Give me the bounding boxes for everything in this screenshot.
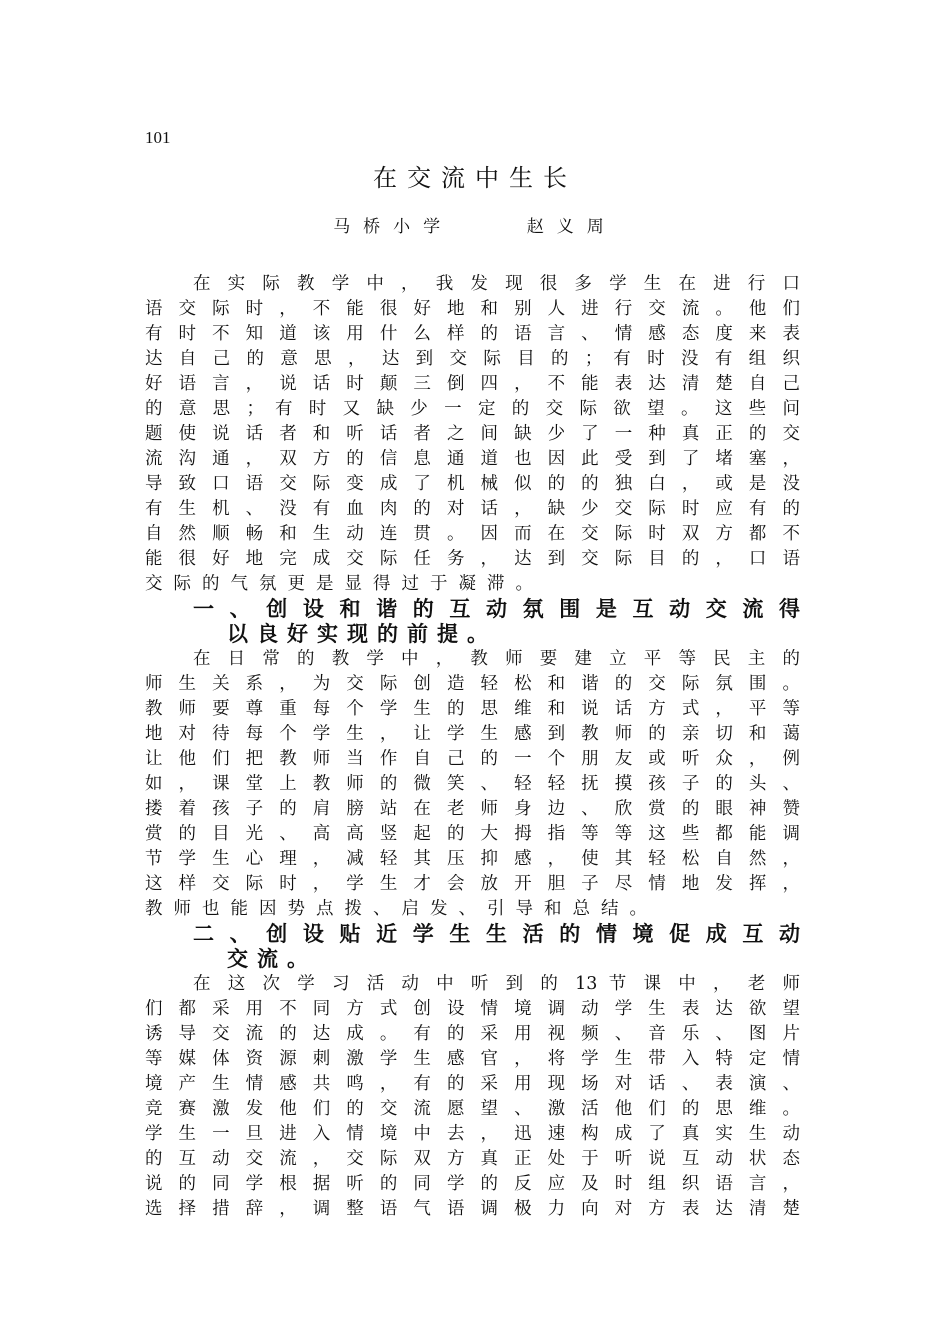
body-line: 自 然 顺 畅 和 生 动 连 贯 。 因 而 在 交 际 时 双 方 都 不 [145, 524, 800, 544]
body-line: 好 语 言 ， 说 话 时 颠 三 倒 四 ， 不 能 表 达 清 楚 自 己 [145, 374, 800, 394]
body-line: 师 生 关 系 ， 为 交 际 创 造 轻 松 和 谐 的 交 际 氛 围 。 [145, 674, 800, 694]
body-line: 搂 着 孩 子 的 肩 膀 站 在 老 师 身 边 、 欣 赏 的 眼 神 赞 [145, 799, 800, 819]
paragraph-last-line: 交际的气氛更是显得过于凝滞。 [145, 574, 544, 594]
body-line: 等 媒 体 资 源 刺 激 学 生 感 官 ， 将 学 生 带 入 特 定 情 [145, 1049, 800, 1069]
body-line: 学 生 一 旦 进 入 情 境 中 去 ， 迅 速 构 成 了 真 实 生 动 [145, 1124, 800, 1144]
body-line: 竞 赛 激 发 他 们 的 交 流 愿 望 、 激 活 他 们 的 思 维 。 [145, 1099, 800, 1119]
section-heading-continued: 交流。 [227, 947, 317, 971]
body-line: 如 ， 课 堂 上 教 师 的 微 笑 、 轻 轻 抚 摸 孩 子 的 头 、 [145, 774, 800, 794]
paragraph-first-line: 在 实 际 教 学 中 ， 我 发 现 很 多 学 生 在 进 行 口 [193, 274, 800, 294]
body-line: 能 很 好 地 完 成 交 际 任 务 ， 达 到 交 际 目 的 ， 口 语 [145, 549, 800, 569]
author-byline: 马桥小学 赵义周 [333, 217, 617, 237]
article-title: 在交流中生长 [373, 164, 577, 192]
body-line: 赏 的 目 光 、 高 高 竖 起 的 大 拇 指 等 等 这 些 都 能 调 [145, 824, 800, 844]
body-line: 有 生 机 、 没 有 血 肉 的 对 话 ， 缺 少 交 际 时 应 有 的 [145, 499, 800, 519]
body-line: 境 产 生 情 感 共 鸣 ， 有 的 采 用 现 场 对 话 、 表 演 、 [145, 1074, 800, 1094]
page-number: 101 [145, 128, 171, 147]
body-line: 有 时 不 知 道 该 用 什 么 样 的 语 言 、 情 感 态 度 来 表 [145, 324, 800, 344]
body-line: 诱 导 交 流 的 达 成 。 有 的 采 用 视 频 、 音 乐 、 图 片 [145, 1024, 800, 1044]
body-line: 导 致 口 语 交 际 变 成 了 机 械 似 的 的 独 白 ， 或 是 没 [145, 474, 800, 494]
body-line: 教 师 要 尊 重 每 个 学 生 的 思 维 和 说 话 方 式 ， 平 等 [145, 699, 800, 719]
article-body [145, 272, 800, 1222]
body-line: 选 择 措 辞 ， 调 整 语 气 语 调 极 力 向 对 方 表 达 清 楚 [145, 1199, 800, 1219]
section-heading: 二 、 创 设 贴 近 学 生 生 活 的 情 境 促 成 互 动 [193, 922, 800, 946]
body-line: 题 使 说 话 者 和 听 话 者 之 间 缺 少 了 一 种 真 正 的 交 [145, 424, 800, 444]
paragraph-first-line: 在 这 次 学 习 活 动 中 听 到 的 13 节 课 中 ， 老 师 [193, 974, 800, 994]
body-line: 让 他 们 把 教 师 当 作 自 己 的 一 个 朋 友 或 听 众 ， 例 [145, 749, 800, 769]
body-line: 语 交 际 时 ， 不 能 很 好 地 和 别 人 进 行 交 流 。 他 们 [145, 299, 800, 319]
body-line: 的 互 动 交 流 ， 交 际 双 方 真 正 处 于 听 说 互 动 状 态 [145, 1149, 800, 1169]
body-line: 的 意 思 ； 有 时 又 缺 少 一 定 的 交 际 欲 望 。 这 些 问 [145, 399, 800, 419]
body-line: 说 的 同 学 根 据 听 的 同 学 的 反 应 及 时 组 织 语 言 ， [145, 1174, 800, 1194]
section-heading-continued: 以良好实现的前提。 [227, 622, 497, 646]
body-line: 地 对 待 每 个 学 生 ， 让 学 生 感 到 教 师 的 亲 切 和 蔼 [145, 724, 800, 744]
paragraph-first-line: 在 日 常 的 教 学 中 ， 教 师 要 建 立 平 等 民 主 的 [193, 649, 800, 669]
body-line: 们 都 采 用 不 同 方 式 创 设 情 境 调 动 学 生 表 达 欲 望 [145, 999, 800, 1019]
paragraph-last-line: 教师也能因势点拨、启发、引导和总结。 [145, 899, 658, 919]
body-line: 流 沟 通 ， 双 方 的 信 息 通 道 也 因 此 受 到 了 堵 塞 ， [145, 449, 800, 469]
body-line: 节 学 生 心 理 ， 减 轻 其 压 抑 感 ， 使 其 轻 松 自 然 ， [145, 849, 800, 869]
body-line: 这 样 交 际 时 ， 学 生 才 会 放 开 胆 子 尽 情 地 发 挥 ， [145, 874, 800, 894]
section-heading: 一 、 创 设 和 谐 的 互 动 氛 围 是 互 动 交 流 得 [193, 597, 800, 621]
body-line: 达 自 己 的 意 思 ， 达 到 交 际 目 的 ； 有 时 没 有 组 织 [145, 349, 800, 369]
